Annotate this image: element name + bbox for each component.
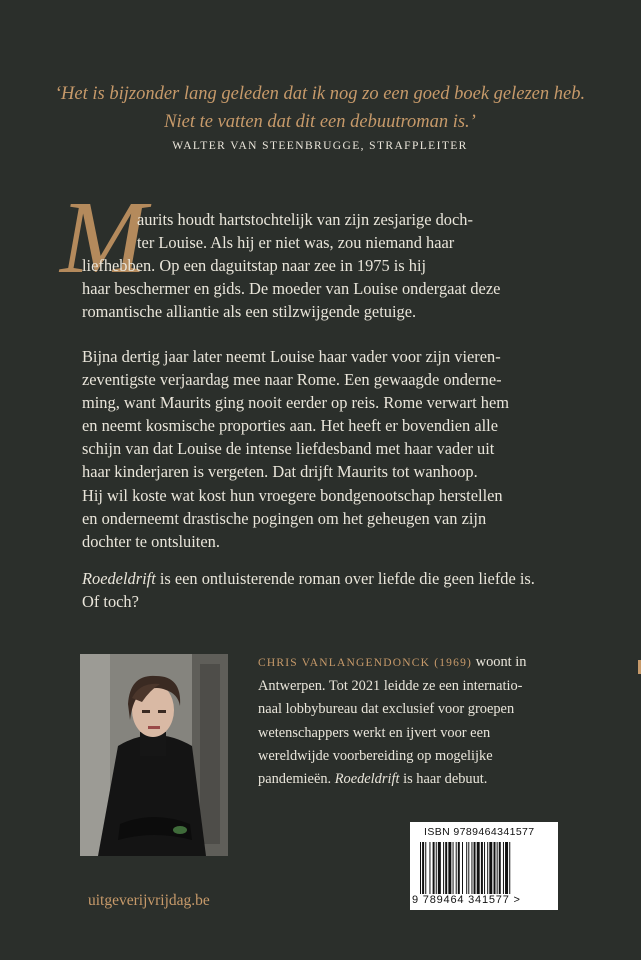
bio-text: woont in bbox=[472, 654, 527, 670]
blurb-paragraph-2 bbox=[82, 345, 582, 553]
quote-attribution: WALTER VAN STEENBRUGGE, STRAFPLEITER bbox=[172, 140, 468, 152]
barcode-bar bbox=[456, 842, 457, 894]
barcode-bar bbox=[499, 842, 501, 894]
blurb-line: ter Louise. Als hij er niet was, zou niemand haar bbox=[137, 233, 455, 253]
bio-line: naal lobbybureau dat exclusief voor groepen bbox=[258, 701, 515, 718]
barcode-bar bbox=[509, 842, 510, 894]
bio-text: pandemieën. bbox=[258, 771, 335, 788]
author-photo bbox=[80, 654, 228, 856]
barcode-bar bbox=[474, 842, 476, 894]
barcode-bar bbox=[420, 842, 421, 894]
barcode-bar bbox=[505, 842, 508, 894]
barcode-bar bbox=[438, 842, 441, 894]
blurb-line: haar kinderjaren is vergeten. Dat drijft Maurits tot wanhoop. bbox=[82, 462, 478, 482]
barcode-bar bbox=[453, 842, 454, 894]
author-portrait-image bbox=[80, 654, 228, 856]
blurb-line bbox=[82, 567, 582, 590]
barcode-bars bbox=[420, 842, 548, 894]
bio-line: wereldwijde voorbereiding op mogelijke bbox=[258, 747, 493, 764]
review-quote bbox=[40, 80, 600, 136]
isbn-label: ISBN 9789464341577 bbox=[424, 826, 535, 838]
isbn-barcode bbox=[410, 822, 558, 910]
bio-line: Antwerpen. Tot 2021 leidde ze een internatio- bbox=[258, 678, 523, 695]
blurb-line: zeventigste verjaardag mee naar Rome. Een gewaagde onderne- bbox=[82, 370, 502, 390]
blurb-paragraph-1 bbox=[82, 208, 582, 323]
blurb-line: en neemt kosmische proporties aan. Het heeft er bovendien alle bbox=[82, 416, 498, 436]
barcode-bar bbox=[448, 842, 451, 894]
blurb-text: is een ontluisterende roman over liefde die geen liefde is. bbox=[155, 569, 535, 588]
barcode-bar bbox=[466, 842, 467, 894]
barcode-bar bbox=[484, 842, 485, 894]
barcode-bar bbox=[481, 842, 483, 894]
drop-cap: M bbox=[60, 180, 147, 295]
barcode-bar bbox=[497, 842, 498, 894]
blurb-line: schijn van dat Louise de intense liefdesband met haar vader uit bbox=[82, 439, 495, 459]
barcode-bar bbox=[445, 842, 447, 894]
barcode-bar bbox=[489, 842, 492, 894]
barcode-bar bbox=[487, 842, 488, 894]
quote-line-2: Niet te vatten dat dit een debuutroman is.’ bbox=[164, 112, 476, 132]
barcode-bar bbox=[422, 842, 424, 894]
publisher-website[interactable]: uitgeverijvrijdag.be bbox=[88, 892, 210, 909]
barcode-bar bbox=[436, 842, 437, 894]
barcode-bar bbox=[494, 842, 496, 894]
barcode-bar bbox=[458, 842, 460, 894]
blurb-line: ming, want Maurits ging nooit eerder op reis. Rome verwart hem bbox=[82, 393, 509, 413]
bio-line bbox=[258, 768, 598, 791]
blurb-line: aurits houdt hartstochtelijk van zijn zesjarige doch- bbox=[137, 210, 473, 229]
barcode-bar bbox=[425, 842, 426, 894]
barcode-bar bbox=[429, 842, 430, 894]
blurb-line: liefhebben. Op een daguitstap naar zee in 1975 is hij bbox=[82, 256, 427, 276]
barcode-bar bbox=[462, 842, 463, 894]
bio-text: is haar debuut. bbox=[399, 771, 488, 788]
quote-line-1: ‘Het is bijzonder lang geleden dat ik nog zo een goed boek gelezen heb. bbox=[54, 84, 586, 104]
barcode-bar bbox=[443, 842, 444, 894]
barcode-bar bbox=[433, 842, 435, 894]
blurb-line: Bijna dertig jaar later neemt Louise haar vader voor zijn vieren- bbox=[82, 347, 501, 366]
book-title: Roedeldrift bbox=[82, 569, 156, 588]
barcode-digits: 9 789464 341577 > bbox=[412, 894, 521, 906]
barcode-bar bbox=[471, 842, 472, 894]
barcode-bar bbox=[468, 842, 469, 894]
blurb-line: Hij wil koste wat kost hun vroegere bondgenootschap herstellen bbox=[82, 485, 503, 505]
bio-line bbox=[258, 651, 598, 675]
author-name: CHRIS VANLANGENDONCK (1969) bbox=[258, 657, 473, 669]
blurb-line: haar beschermer en gids. De moeder van Louise ondergaat deze bbox=[82, 279, 501, 299]
blurb-line: romantische alliantie als een stilzwijgende getuige. bbox=[82, 302, 417, 322]
blurb-line: en onderneemt drastische pogingen om het geheugen van zijn bbox=[82, 508, 487, 528]
blurb-line: dochter te ontsluiten. bbox=[82, 531, 220, 551]
author-bio bbox=[258, 651, 598, 791]
barcode-bar bbox=[503, 842, 504, 894]
book-title: Roedeldrift bbox=[334, 771, 400, 788]
barcode-bar bbox=[477, 842, 480, 894]
blurb-paragraph-3 bbox=[82, 567, 582, 613]
bio-line: wetenschappers werkt en ijvert voor een bbox=[258, 724, 491, 741]
blurb-line: Of toch? bbox=[82, 592, 139, 612]
